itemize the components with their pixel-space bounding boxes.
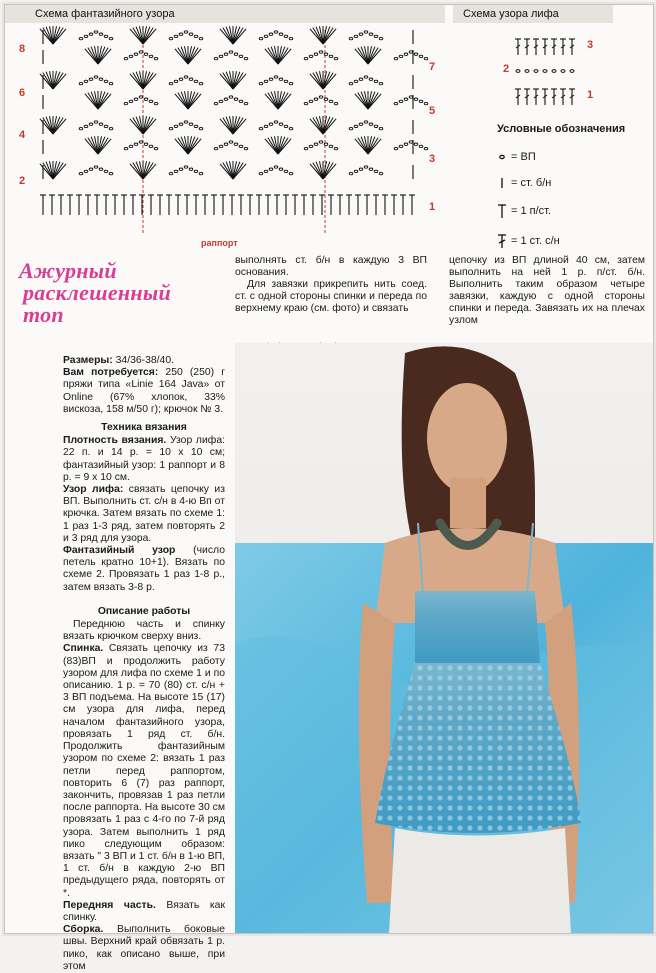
title-line-2: расклешенный <box>23 280 172 305</box>
mid-text-b-p1: цепочку из ВП длиной 40 см, затем выполнить на ней 1 р. п/ст. б/н. Выполнить таким образом четыре завязки, каждую с одной стороны спинки и переда. Завязать их на плечах узлом <box>449 255 645 326</box>
materials-value: 250 (250) г пряжи типа «Linie 164 Java» от Online (67% хлопок, 33% вискоза, 158 м/50 г); крючок № 3. <box>63 367 225 415</box>
bodice-paragraph <box>63 484 225 545</box>
technique-heading: Техника вязания <box>101 422 187 434</box>
fancy-row-4: 4 <box>19 129 26 141</box>
description-heading: Описание работы <box>97 605 191 617</box>
density-label: Плотность вязания. <box>63 435 167 447</box>
fancy-row-5: 5 <box>429 105 436 117</box>
sizes-value: 34/36-38/40. <box>112 355 175 366</box>
front-value: Вязать как спинку. <box>63 899 225 923</box>
back-paragraph <box>63 643 225 899</box>
chain-symbol-icon <box>497 152 507 162</box>
mid-text-a-p1: выполнять ст. б/н в каждую 3 ВП основания. <box>235 255 427 278</box>
fancy-row-6: 6 <box>19 87 26 99</box>
fancy-row-8: 8 <box>19 43 26 55</box>
sizes-paragraph <box>63 355 225 367</box>
legend-title: Условные обозначения <box>497 123 626 135</box>
fancy-stitch-chart <box>13 25 423 235</box>
bodice-scheme-title: Схема узора лифа <box>463 8 559 20</box>
fancy-row-7: 7 <box>429 61 436 73</box>
legend-chain-label: = ВП <box>511 151 536 163</box>
back-value: Связать цепочку из 73 (83)ВП и продолжить работу узором для лифа по схеме 1 и по описанию. 1 р. = 70 (80) ст. с/н + 3 ВП подъема. На высоте 15 (17) см узора для лифа, перед началом фантазийного узора, провязать 1 ряд ст. б/н. Продолжить фантазийным узором по схеме 2: вязать 1 раз петли перед раппортом, повторить 6 (7) раз раппорт, закончить, провязав 1 раз петли после раппорта. На высоте 30 см провязать 1 раз с 4-го по 7-й ряд узора. Затем выполнить 1 ряд пико следующим образом: вязать " 3 ВП и 1 ст. б/н в 1-ю ВП, 1 ст. б/н в каждую 2-ю ВП предыдущего ряда, повторять от *. <box>63 643 225 899</box>
materials-label: Вам потребуется: <box>63 367 159 379</box>
density-paragraph <box>63 435 225 484</box>
single-crochet-symbol-icon <box>497 177 507 189</box>
fancy-row-3: 3 <box>429 153 436 165</box>
fancy-value: (число петель кратно 10+1). Вязать по схеме 2. Провязать 1 раз 1-8 р., затем вязать 3-8 р. <box>63 545 225 593</box>
legend-item-dc <box>497 233 625 249</box>
legend-sc-label: = ст. б/н <box>511 177 552 189</box>
legend-item-chain <box>497 151 625 163</box>
mid-text-b <box>449 255 645 327</box>
front-label: Передняя часть. <box>63 899 156 911</box>
double-crochet-symbol-icon <box>497 233 507 249</box>
model-photo <box>235 343 653 933</box>
fancy-row-1: 1 <box>429 201 436 213</box>
fancy-label: Фантазийный узор <box>63 545 176 557</box>
fancy-scheme-header <box>5 5 445 23</box>
bodice-stitch-chart <box>513 31 583 109</box>
description-paragraph: Переднюю часть и спинку вязать крючком сверху вниз. <box>63 619 225 643</box>
title-line-3: топ <box>23 302 64 327</box>
text-column-left <box>63 355 225 973</box>
bodice-label: Узор лифа: <box>63 484 124 496</box>
article-title <box>19 260 219 326</box>
fancy-paragraph <box>63 545 225 594</box>
fancy-scheme-title: Схема фантазийного узора <box>35 8 175 20</box>
model-photo-svg <box>235 343 653 933</box>
density-value: Узор лифа: 22 п. и 14 р. = 10 х 10 см; фантазийный узор: 1 раппорт и 8 р. = 9 х 10 см. <box>63 435 225 483</box>
back-label: Спинка. <box>63 643 104 655</box>
assembly-value: Выполнить боковые швы. Верхний край обвязать 1 р. пико, как описано выше, при этом <box>63 924 225 972</box>
fancy-row-2: 2 <box>19 175 26 187</box>
repeat-label: раппорт <box>201 238 238 248</box>
bodice-row-2: 2 <box>503 63 510 75</box>
bodice-row-1: 1 <box>587 89 594 101</box>
legend-item-sc <box>497 177 625 189</box>
legend-item-hdc <box>497 203 625 219</box>
mid-text-a-p2: Для завязки прикрепить нить соед. ст. с одной стороны спинки и переда по верхнему краю (см. фото) и связать <box>235 279 427 314</box>
bodice-row-3: 3 <box>587 39 594 51</box>
bodice-scheme-header <box>453 5 613 23</box>
magazine-page <box>4 4 654 972</box>
legend <box>497 123 625 263</box>
assembly-paragraph <box>63 924 225 973</box>
assembly-label: Сборка. <box>63 924 104 936</box>
bodice-value: связать цепочку из ВП. Выполнить ст. с/н в 4-ю Вп от крючка. Затем вязать по схеме 1: 1 раз 1-3 ряд, затем повторять 2 и 3 ряд для узора. <box>63 484 225 544</box>
front-paragraph <box>63 900 225 924</box>
legend-hdc-label: = 1 п/ст. <box>511 205 552 217</box>
sizes-label: Размеры: <box>63 355 113 366</box>
title-line-1: Ажурный <box>19 258 117 283</box>
bodice-chart-svg <box>513 31 583 109</box>
legend-dc-label: = 1 ст. с/н <box>511 235 560 247</box>
materials-paragraph <box>63 367 225 416</box>
mid-text-a <box>235 255 427 315</box>
fancy-chart-svg <box>13 25 423 235</box>
half-double-crochet-symbol-icon <box>497 203 507 219</box>
